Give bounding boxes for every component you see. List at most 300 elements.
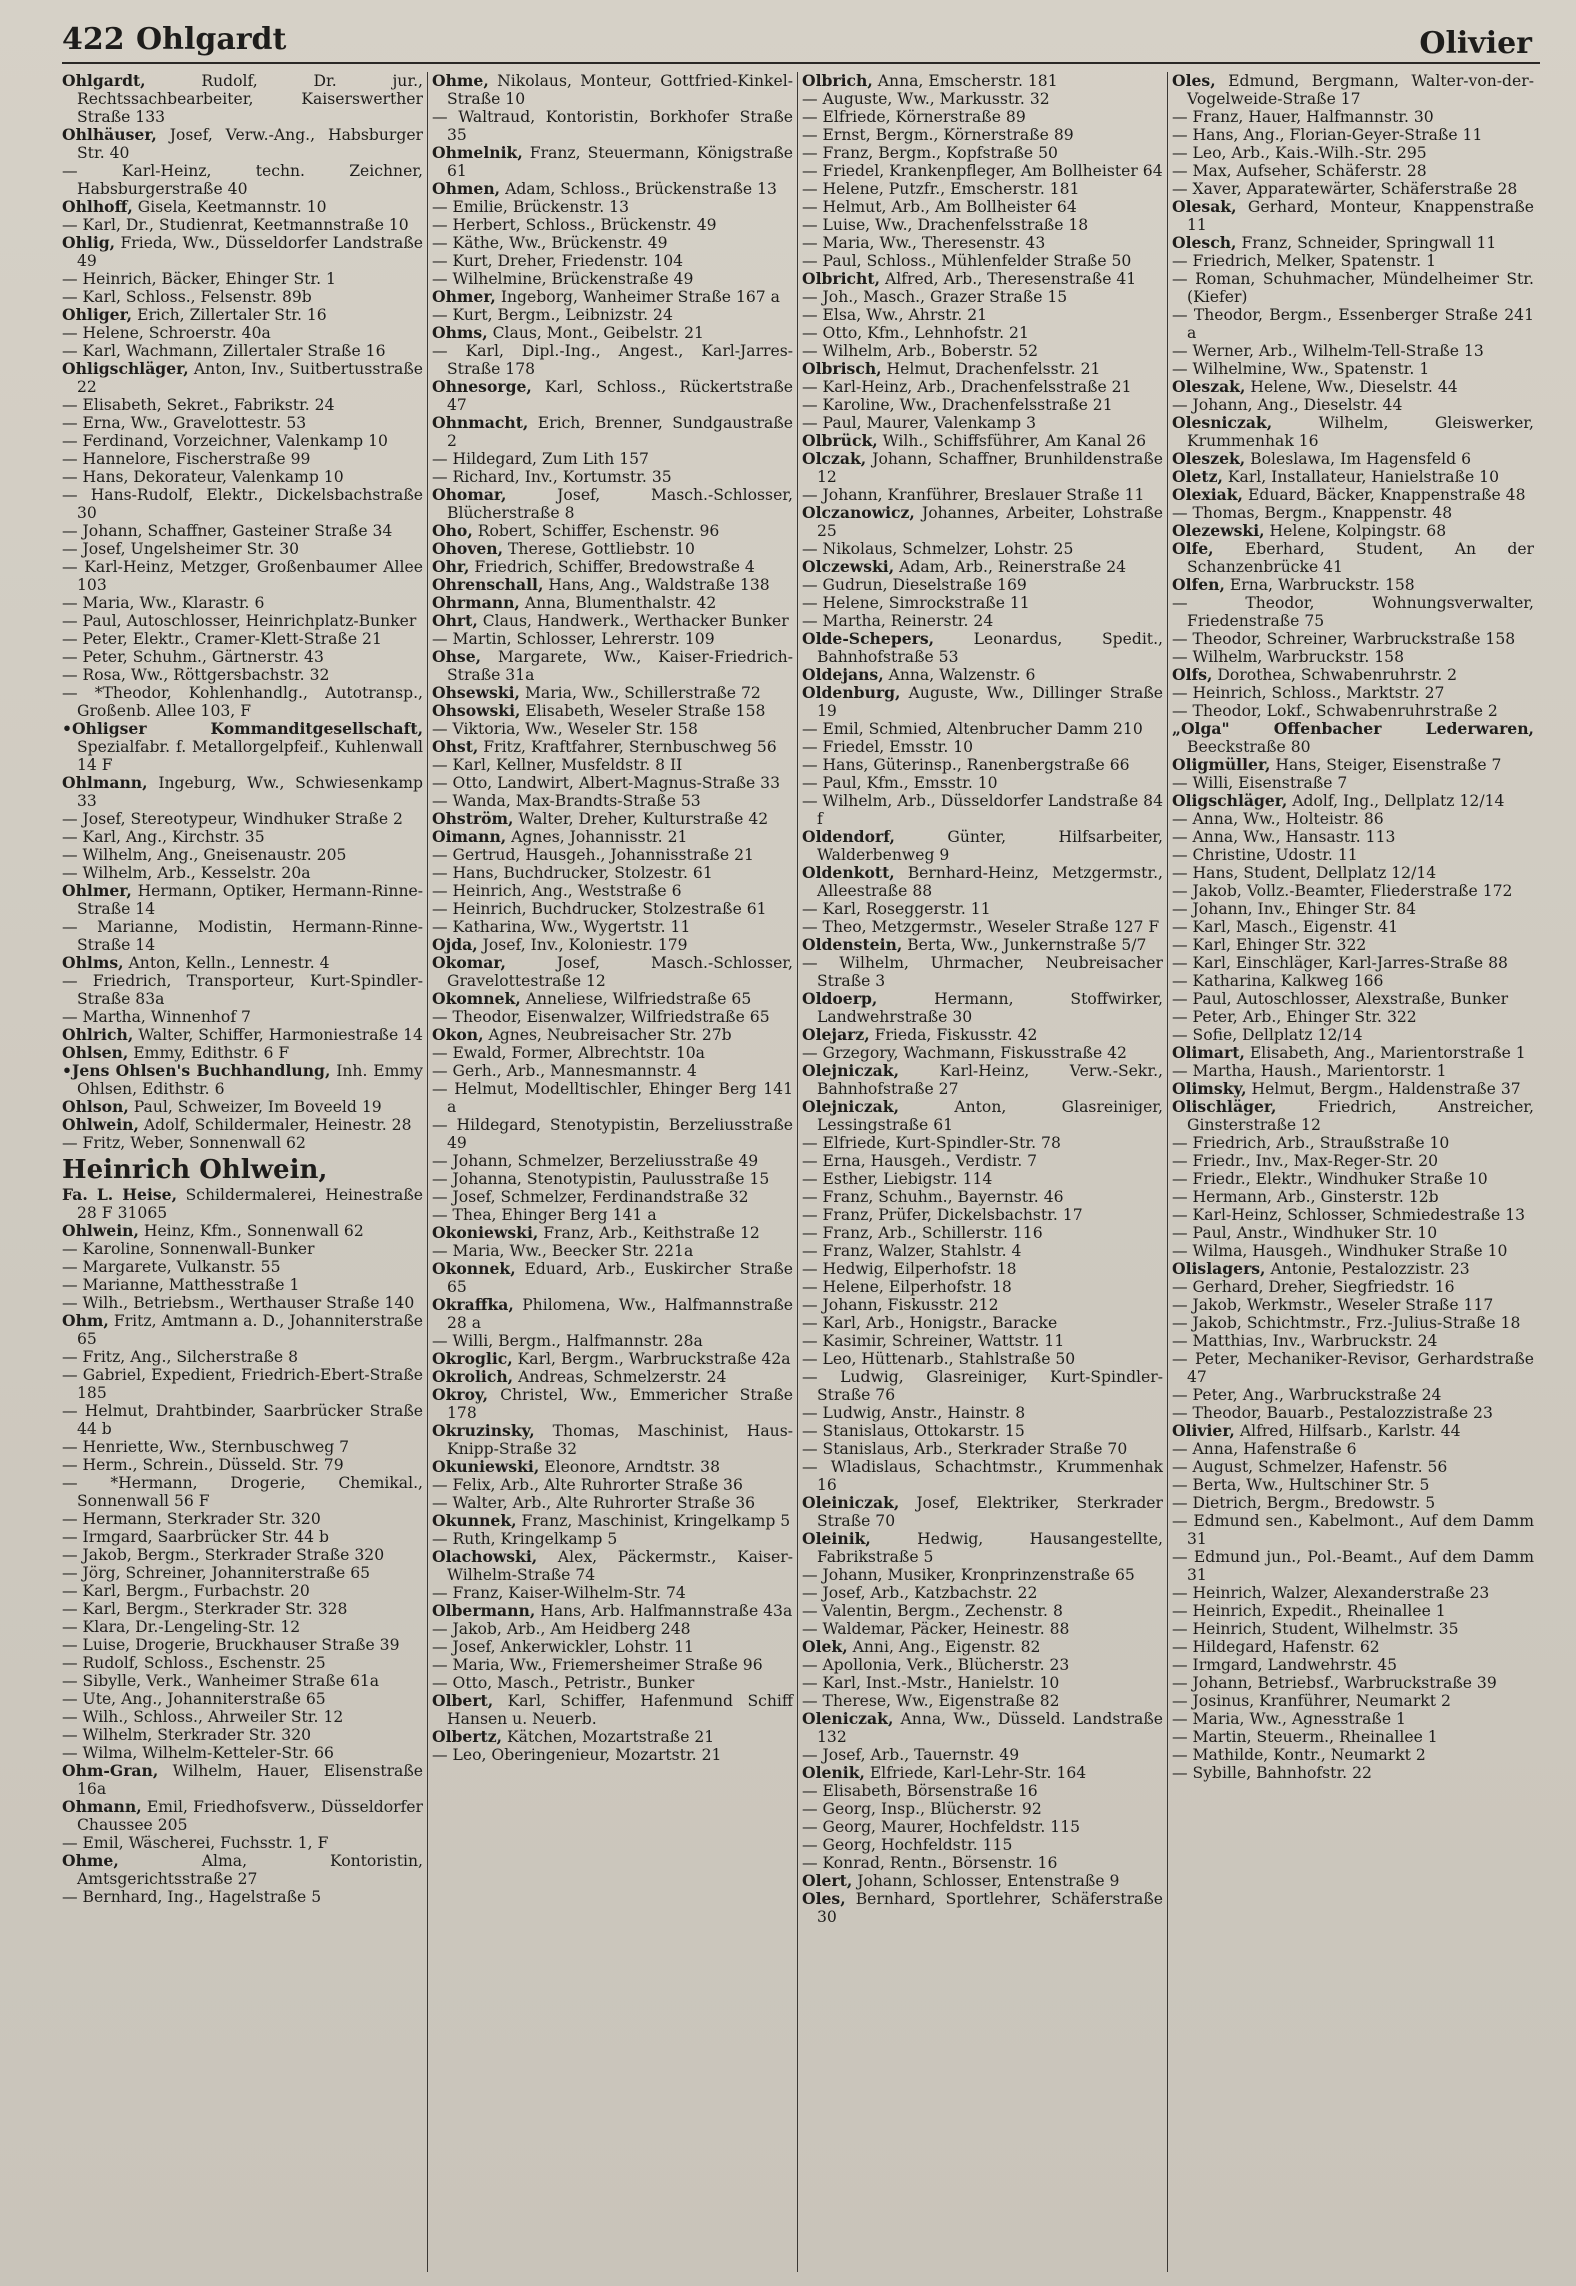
directory-entry: — Paul, Schloss., Mühlenfelder Straße 50 <box>802 252 1132 270</box>
directory-entry: Oimann, Agnes, Johannisstr. 21 <box>432 827 688 846</box>
directory-entry: — Heinrich, Ang., Weststraße 6 <box>432 882 682 900</box>
directory-entry: — Elfriede, Körnerstraße 89 <box>802 108 1026 126</box>
directory-entry: — Johann, Fiskusstr. 212 <box>802 1296 999 1314</box>
directory-entry: — Johann, Schmelzer, Berzeliusstraße 49 <box>432 1152 759 1170</box>
directory-entry: — Martha, Reinerstr. 24 <box>802 612 994 630</box>
directory-entry: Olivier, Alfred, Hilfsarb., Karlstr. 44 <box>1172 1421 1461 1440</box>
directory-entry: — Peter, Schuhm., Gärtnerstr. 43 <box>62 648 324 666</box>
column-1 <box>58 72 428 2272</box>
directory-entry: Olek, Anni, Ang., Eigenstr. 82 <box>802 1637 1041 1656</box>
directory-entry: — Karl, Inst.-Mstr., Hanielstr. 10 <box>802 1674 1060 1692</box>
directory-entry: — Martha, Haush., Marientorstr. 1 <box>1172 1062 1447 1080</box>
directory-entry: — Johann, Schaffner, Gasteiner Straße 34 <box>62 522 393 540</box>
directory-entry: — Friedel, Krankenpfleger, Am Bollheister 64 <box>802 162 1163 180</box>
directory-entry: — Johann, Inv., Ehinger Str. 84 <box>1172 900 1417 918</box>
directory-entry: — Theodor, Lokf., Schwabenruhrstraße 2 <box>1172 702 1498 720</box>
running-head-left: Ohlgardt <box>136 22 287 57</box>
directory-entry: — Jakob, Arb., Am Heidberg 248 <box>432 1620 691 1638</box>
directory-entry: — Wanda, Max-Brandts-Straße 53 <box>432 792 701 810</box>
directory-entry: Olimsky, Helmut, Bergm., Haldenstraße 37 <box>1172 1079 1521 1098</box>
directory-entry: — Irmgard, Landwehrstr. 45 <box>1172 1656 1398 1674</box>
directory-entry: — Franz, Bergm., Kopfstraße 50 <box>802 144 1058 162</box>
directory-entry: Okrolich, Andreas, Schmelzerstr. 24 <box>432 1367 727 1386</box>
directory-entry: — Karl, Ehinger Str. 322 <box>1172 936 1367 954</box>
directory-entry: Olbrisch, Helmut, Drachenfelsstr. 21 <box>802 359 1101 378</box>
directory-entry: — *Hermann, Drogerie, Chemikal., Sonnenwall 56 F <box>62 1474 423 1510</box>
directory-entry: Olezewski, Helene, Kolpingstr. 68 <box>1172 521 1447 540</box>
directory-entry: Olimart, Elisabeth, Ang., Marientorstraße 1 <box>1172 1043 1526 1062</box>
directory-entry: — Wilhelm, Uhrmacher, Neubreisacher Straße 3 <box>802 954 1163 990</box>
directory-entry: — Konrad, Rentn., Börsenstr. 16 <box>802 1854 1058 1872</box>
directory-entry: — Marianne, Matthesstraße 1 <box>62 1276 300 1294</box>
directory-entry: Olischläger, Friedrich, Anstreicher, Ginsterstraße 12 <box>1172 1097 1534 1134</box>
directory-entry: Ohlhoff, Gisela, Keetmannstr. 10 <box>62 197 327 216</box>
directory-entry: — Franz, Arb., Schillerstr. 116 <box>802 1224 1043 1242</box>
directory-entry: Okomnek, Anneliese, Wilfriedstraße 65 <box>432 989 752 1008</box>
directory-entry: — Fritz, Ang., Silcherstraße 8 <box>62 1348 299 1366</box>
directory-entry: Olfe, Eberhard, Student, An der Schanzenbrücke 41 <box>1172 539 1534 576</box>
directory-entry: — Ewald, Former, Albrechtstr. 10a <box>432 1044 705 1062</box>
directory-entry: — Karl, Bergm., Sterkrader Str. 328 <box>62 1600 348 1618</box>
directory-entry: Ohlgardt, Rudolf, Dr. jur., Rechtssachbearbeiter, Kaiserswerther Straße 133 <box>62 72 423 126</box>
directory-entry: Okomar, Josef, Masch.-Schlosser, Gravelottestraße 12 <box>432 953 793 990</box>
directory-entry: „Olga" Offenbacher Lederwaren, Beeckstraße 80 <box>1172 719 1534 756</box>
directory-entry: — Valentin, Bergm., Zechenstr. 8 <box>802 1602 1063 1620</box>
directory-entry: — Otto, Kfm., Lehnhofstr. 21 <box>802 324 1029 342</box>
directory-entry: — Roman, Schuhmacher, Mündelheimer Str. (Kiefer) <box>1172 270 1534 306</box>
directory-entry: — Luise, Drogerie, Bruckhauser Straße 39 <box>62 1636 400 1654</box>
page-number: 422 <box>62 22 125 57</box>
directory-entry: — Ernst, Bergm., Körnerstraße 89 <box>802 126 1074 144</box>
directory-entry: — Jakob, Schichtmstr., Frz.-Julius-Straße 18 <box>1172 1314 1521 1332</box>
directory-entry: Okraffka, Philomena, Ww., Halfmannstraße 28 a <box>432 1295 793 1332</box>
directory-entry: — Leo, Hüttenarb., Stahlstraße 50 <box>802 1350 1076 1368</box>
directory-entry: — Karl, Masch., Eigenstr. 41 <box>1172 918 1399 936</box>
column-4 <box>1168 72 1538 2272</box>
directory-entry: — Josinus, Kranführer, Neumarkt 2 <box>1172 1692 1451 1710</box>
directory-entry: — Wilhelm, Arb., Kesselstr. 20a <box>62 864 311 882</box>
directory-entry: — Karl-Heinz, techn. Zeichner, Habsburgerstraße 40 <box>62 162 423 198</box>
directory-entry: •Jens Ohlsen's Buchhandlung, Inh. Emmy Ohlsen, Edithstr. 6 <box>62 1061 423 1098</box>
directory-entry: •Ohligser Kommanditgesellschaft, Spezialfabr. f. Metallorgelpfeif., Kuhlenwall 14 F <box>62 719 423 774</box>
directory-entry: — Josef, Arb., Tauernstr. 49 <box>802 1746 1020 1764</box>
directory-entry: Ohlms, Anton, Kelln., Lennestr. 4 <box>62 953 330 972</box>
directory-entry: Oldejans, Anna, Walzenstr. 6 <box>802 665 1036 684</box>
directory-entry: Ohst, Fritz, Kraftfahrer, Sternbuschweg 56 <box>432 737 777 756</box>
directory-entry: Ohme, Nikolaus, Monteur, Gottfried-Kinkel-Straße 10 <box>432 72 793 108</box>
directory-entry: — Rudolf, Schloss., Eschenstr. 25 <box>62 1654 326 1672</box>
directory-entry: Olde-Schepers, Leonardus, Spedit., Bahnhofstraße 53 <box>802 629 1163 666</box>
directory-entry: Ohlwein, Adolf, Schildermaler, Heinestr. 28 <box>62 1115 412 1134</box>
directory-entry: — Martha, Winnenhof 7 <box>62 1008 251 1026</box>
directory-entry: — Paul, Autoschlosser, Alexstraße, Bunker <box>1172 990 1509 1008</box>
directory-entry: — Edmund jun., Pol.-Beamt., Auf dem Damm 31 <box>1172 1548 1534 1584</box>
directory-entry: Ohlmer, Hermann, Optiker, Hermann-Rinne-Straße 14 <box>62 881 423 918</box>
directory-entry: Oleszak, Helene, Ww., Dieselstr. 44 <box>1172 377 1458 396</box>
directory-entry: — Paul, Autoschlosser, Heinrichplatz-Bunker <box>62 612 417 630</box>
directory-entry: Okon, Agnes, Neubreisacher Str. 27b <box>432 1025 732 1044</box>
directory-entry: — Paul, Anstr., Windhuker Str. 10 <box>1172 1224 1438 1242</box>
directory-entry: Olfen, Erna, Warbruckstr. 158 <box>1172 575 1415 594</box>
directory-entry: Ohlson, Paul, Schweizer, Im Boveeld 19 <box>62 1097 382 1116</box>
directory-entry: Ohliger, Erich, Zillertaler Str. 16 <box>62 305 327 324</box>
directory-entry: — Sibylle, Verk., Wanheimer Straße 61a <box>62 1672 380 1690</box>
directory-entry: Ohlwein, Heinz, Kfm., Sonnenwall 62 <box>62 1221 364 1240</box>
directory-entry: — Jörg, Schreiner, Johanniterstraße 65 <box>62 1564 371 1582</box>
directory-entry: — Kurt, Dreher, Friedenstr. 104 <box>432 252 684 270</box>
directory-entry: — Johann, Betriebsf., Warbruckstraße 39 <box>1172 1674 1497 1692</box>
directory-entry: Olesch, Franz, Schneider, Springwall 11 <box>1172 233 1497 252</box>
directory-entry: — Hans, Ang., Florian-Geyer-Straße 11 <box>1172 126 1483 144</box>
directory-entry: — Martin, Steuerm., Rheinallee 1 <box>1172 1728 1438 1746</box>
directory-entry: — Karl-Heinz, Arb., Drachenfelsstraße 21 <box>802 378 1132 396</box>
directory-entry: Oho, Robert, Schiffer, Eschenstr. 96 <box>432 521 720 540</box>
directory-entry: — Karl, Dipl.-Ing., Angest., Karl-Jarres-Straße 178 <box>432 342 793 378</box>
directory-entry: — Theodor, Eisenwalzer, Wilfriedstraße 65 <box>432 1008 770 1026</box>
directory-entry: Fa. L. Heise, Schildermalerei, Heinestraße 28 F 31065 <box>62 1185 423 1222</box>
directory-entry: — Ruth, Kringelkamp 5 <box>432 1530 618 1548</box>
directory-entry: — Irmgard, Saarbrücker Str. 44 b <box>62 1528 329 1546</box>
directory-entry: — Wladislaus, Schachtmstr., Krummenhak 16 <box>802 1458 1163 1494</box>
directory-entry: — Matthias, Inv., Warbruckstr. 24 <box>1172 1332 1438 1350</box>
directory-entry: — Auguste, Ww., Markusstr. 32 <box>802 90 1050 108</box>
directory-entry: Olbrich, Anna, Emscherstr. 181 <box>802 72 1058 90</box>
directory-entry: — Leo, Arb., Kais.-Wilh.-Str. 295 <box>1172 144 1427 162</box>
directory-entry: — Friedrich, Melker, Spatenstr. 1 <box>1172 252 1437 270</box>
directory-entry: Ohms, Claus, Mont., Geibelstr. 21 <box>432 323 704 342</box>
directory-entry: Ohström, Walter, Dreher, Kulturstraße 42 <box>432 809 769 828</box>
directory-entry: — Wilhelm, Sterkrader Str. 320 <box>62 1726 312 1744</box>
directory-entry: — Karoline, Ww., Drachenfelsstraße 21 <box>802 396 1113 414</box>
directory-entry: — Helene, Putzfr., Emscherstr. 181 <box>802 180 1080 198</box>
directory-entry: — Therese, Ww., Eigenstraße 82 <box>802 1692 1060 1710</box>
directory-entry: — Emilie, Brückenstr. 13 <box>432 198 629 216</box>
directory-entry: — Paul, Maurer, Valenkamp 3 <box>802 414 1037 432</box>
directory-entry: — Karoline, Sonnenwall-Bunker <box>62 1240 315 1258</box>
directory-entry: Okonnek, Eduard, Arb., Euskircher Straße 65 <box>432 1259 793 1296</box>
directory-entry: — Waltraud, Kontoristin, Borkhofer Straße 35 <box>432 108 793 144</box>
directory-entry: — Felix, Arb., Alte Ruhrorter Straße 36 <box>432 1476 743 1494</box>
directory-entry: Oles, Edmund, Bergmann, Walter-von-der-Vogelweide-Straße 17 <box>1172 72 1534 108</box>
directory-entry: Olesniczak, Wilhelm, Gleiswerker, Krummenhak 16 <box>1172 413 1534 450</box>
directory-entry: Oldendorf, Günter, Hilfsarbeiter, Walderbenweg 9 <box>802 827 1163 864</box>
directory-entry: — Karl, Wachmann, Zillertaler Straße 16 <box>62 342 386 360</box>
directory-entry: — Hans, Student, Dellplatz 12/14 <box>1172 864 1437 882</box>
directory-entry: Olbermann, Hans, Arb. Halfmannstraße 43a <box>432 1601 793 1620</box>
directory-entry: Olbert, Karl, Schiffer, Hafenmund Schiff Hansen u. Neuerb. <box>432 1691 793 1728</box>
directory-entry: Ohlsen, Emmy, Edithstr. 6 F <box>62 1043 290 1062</box>
directory-entry: — Wilhelm, Warbruckstr. 158 <box>1172 648 1405 666</box>
directory-entry: — Grzegory, Wachmann, Fiskusstraße 42 <box>802 1044 1127 1062</box>
page-header <box>62 14 1540 64</box>
directory-entry: — Nikolaus, Schmelzer, Lohstr. 25 <box>802 540 1074 558</box>
directory-entry: — Kurt, Bergm., Leibnizstr. 24 <box>432 306 673 324</box>
directory-entry: — Willi, Bergm., Halfmannstr. 28a <box>432 1332 703 1350</box>
directory-entry: — Katharina, Kalkweg 166 <box>1172 972 1384 990</box>
directory-entry: — Helmut, Modelltischler, Ehinger Berg 141 a <box>432 1080 793 1116</box>
directory-entry: Olfs, Dorothea, Schwabenruhrstr. 2 <box>1172 665 1458 684</box>
directory-entry: — Johann, Kranführer, Breslauer Straße 11 <box>802 486 1145 504</box>
directory-entry: — Herbert, Schloss., Brückenstr. 49 <box>432 216 717 234</box>
directory-entry: — Katharina, Ww., Wygertstr. 11 <box>432 918 691 936</box>
directory-entry: — Helene, Simrockstraße 11 <box>802 594 1030 612</box>
directory-entry: Olczewski, Adam, Arb., Reinerstraße 24 <box>802 557 1127 576</box>
directory-entry: — Karl, Ang., Kirchstr. 35 <box>62 828 265 846</box>
directory-entry: — Berta, Ww., Hultschiner Str. 5 <box>1172 1476 1430 1494</box>
directory-entry: — Hildegard, Stenotypistin, Berzeliusstraße 49 <box>432 1116 793 1152</box>
directory-entry: — Peter, Mechaniker-Revisor, Gerhardstraße 47 <box>1172 1350 1534 1386</box>
directory-entry: Ohse, Margarete, Ww., Kaiser-Friedrich-Straße 31a <box>432 647 793 684</box>
directory-entry: Ohrmann, Anna, Blumenthalstr. 42 <box>432 593 717 612</box>
directory-entry: — Heinrich, Bäcker, Ehinger Str. 1 <box>62 270 336 288</box>
directory-entry: Olbertz, Kätchen, Mozartstraße 21 <box>432 1727 715 1746</box>
directory-entry: Ohmen, Adam, Schloss., Brückenstraße 13 <box>432 179 777 198</box>
directory-entry: Ohmelnik, Franz, Steuermann, Königstraße 61 <box>432 143 793 180</box>
directory-entry: Ohlmann, Ingeburg, Ww., Schwiesenkamp 33 <box>62 773 423 810</box>
directory-entry: — Johann, Ang., Dieselstr. 44 <box>1172 396 1403 414</box>
directory-entry: Ohsewski, Maria, Ww., Schillerstraße 72 <box>432 683 761 702</box>
directory-entry: — Leo, Oberingenieur, Mozartstr. 21 <box>432 1746 722 1764</box>
directory-entry: — Anna, Ww., Hansastr. 113 <box>1172 828 1396 846</box>
directory-entry: — Klara, Dr.-Lengeling-Str. 12 <box>62 1618 301 1636</box>
directory-entry: — Georg, Insp., Blücherstr. 92 <box>802 1800 1042 1818</box>
directory-entry: Oldenburg, Auguste, Ww., Dillinger Straße 19 <box>802 683 1163 720</box>
directory-entry: — Josef, Ankerwickler, Lohstr. 11 <box>432 1638 694 1656</box>
directory-entry: — Franz, Prüfer, Dickelsbachstr. 17 <box>802 1206 1083 1224</box>
directory-entry: — Theodor, Bauarb., Pestalozzistraße 23 <box>1172 1404 1493 1422</box>
directory-entry: — Jakob, Bergm., Sterkrader Straße 320 <box>62 1546 385 1564</box>
directory-entry: — Elisabeth, Börsenstraße 16 <box>802 1782 1038 1800</box>
directory-entry: — Peter, Ang., Warbruckstraße 24 <box>1172 1386 1442 1404</box>
directory-entry: — Karl, Kellner, Musfeldstr. 8 II <box>432 756 683 774</box>
directory-entry: — Sofie, Dellplatz 12/14 <box>1172 1026 1363 1044</box>
directory-entry: — Jakob, Vollz.-Beamter, Fliederstraße 172 <box>1172 882 1513 900</box>
directory-entry: — Wilh., Betriebsm., Werthauser Straße 140 <box>62 1294 415 1312</box>
directory-entry: Ohrenschall, Hans, Ang., Waldstraße 138 <box>432 575 770 594</box>
directory-entry: — Helmut, Arb., Am Bollheister 64 <box>802 198 1077 216</box>
directory-entry: — Erna, Ww., Gravelottestr. 53 <box>62 414 307 432</box>
directory-entry: — Wilh., Schloss., Ahrweiler Str. 12 <box>62 1708 344 1726</box>
directory-entry: Ojda, Josef, Inv., Koloniestr. 179 <box>432 935 688 954</box>
directory-entry: — Paul, Kfm., Emsstr. 10 <box>802 774 998 792</box>
directory-entry: — Heinrich, Walzer, Alexanderstraße 23 <box>1172 1584 1490 1602</box>
directory-entry: — Hans, Güterinsp., Ranenbergstraße 66 <box>802 756 1130 774</box>
directory-entry: — Max, Aufseher, Schäferstr. 28 <box>1172 162 1427 180</box>
directory-entry: Olachowski, Alex, Päckermstr., Kaiser-Wilhelm-Straße 74 <box>432 1547 793 1584</box>
directory-entry: — Henriette, Ww., Sternbuschweg 7 <box>62 1438 350 1456</box>
directory-entry: — Johann, Musiker, Kronprinzenstraße 65 <box>802 1566 1135 1584</box>
directory-entry: — Theodor, Schreiner, Warbruckstraße 158 <box>1172 630 1516 648</box>
directory-entry: — Karl, Roseggerstr. 11 <box>802 900 991 918</box>
directory-entry: Oldoerp, Hermann, Stoffwirker, Landwehrstraße 30 <box>802 989 1163 1026</box>
directory-entry: — Karl-Heinz, Schlosser, Schmiedestraße 13 <box>1172 1206 1526 1224</box>
directory-entry: — Karl, Dr., Studienrat, Keetmannstraße 10 <box>62 216 409 234</box>
directory-entry: — Wilhelm, Ang., Gneisenaustr. 205 <box>62 846 347 864</box>
directory-entry: — Josef, Ungelsheimer Str. 30 <box>62 540 300 558</box>
directory-entry: — Wilhelmine, Brückenstraße 49 <box>432 270 694 288</box>
directory-entry: — Elfriede, Kurt-Spindler-Str. 78 <box>802 1134 1061 1152</box>
directory-entry: — Mathilde, Kontr., Neumarkt 2 <box>1172 1746 1426 1764</box>
directory-entry: — Fritz, Weber, Sonnenwall 62 <box>62 1134 306 1152</box>
directory-entry: — Elisabeth, Sekret., Fabrikstr. 24 <box>62 396 335 414</box>
directory-entry: — Xaver, Apparatewärter, Schäferstraße 28 <box>1172 180 1518 198</box>
directory-entry: Oles, Bernhard, Sportlehrer, Schäferstraße 30 <box>802 1889 1163 1926</box>
directory-entry: Olbricht, Alfred, Arb., Theresenstraße 41 <box>802 269 1137 288</box>
directory-entry: — Stanislaus, Ottokarstr. 15 <box>802 1422 1025 1440</box>
directory-entry: — Maria, Ww., Beecker Str. 221a <box>432 1242 694 1260</box>
directory-entry: — Martin, Schlosser, Lehrerstr. 109 <box>432 630 715 648</box>
directory-entry: Oleiniczak, Josef, Elektriker, Sterkrader Straße 70 <box>802 1493 1163 1530</box>
directory-entry: Ohlig, Frieda, Ww., Düsseldorfer Landstraße 49 <box>62 233 423 270</box>
directory-entry: — Marianne, Modistin, Hermann-Rinne-Straße 14 <box>62 918 423 954</box>
directory-entry: — Peter, Elektr., Cramer-Klett-Straße 21 <box>62 630 382 648</box>
directory-entry: — Viktoria, Ww., Weseler Str. 158 <box>432 720 698 738</box>
directory-entry: — Luise, Ww., Drachenfelsstraße 18 <box>802 216 1089 234</box>
directory-entry: Olert, Johann, Schlosser, Entenstraße 9 <box>802 1871 1120 1890</box>
directory-entry: — Richard, Inv., Kortumstr. 35 <box>432 468 672 486</box>
directory-entry: — Käthe, Ww., Brückenstr. 49 <box>432 234 668 252</box>
directory-entry: — Emil, Schmied, Altenbrucher Damm 210 <box>802 720 1143 738</box>
directory-entry: — Peter, Arb., Ehinger Str. 322 <box>1172 1008 1417 1026</box>
directory-entry: — Karl, Schloss., Felsenstr. 89b <box>62 288 312 306</box>
directory-entry: — Hans, Buchdrucker, Stolzestr. 61 <box>432 864 713 882</box>
directory-entry: — Hildegard, Zum Lith 157 <box>432 450 649 468</box>
directory-entry: — Franz, Kaiser-Wilhelm-Str. 74 <box>432 1584 686 1602</box>
directory-entry: — Wilhelmine, Ww., Spatenstr. 1 <box>1172 360 1430 378</box>
directory-entry: — Edmund sen., Kabelmont., Auf dem Damm 31 <box>1172 1512 1534 1548</box>
directory-entry: Oligmüller, Hans, Steiger, Eisenstraße 7 <box>1172 755 1502 774</box>
directory-entry: Olejniczak, Anton, Glasreiniger, Lessingstraße 61 <box>802 1097 1163 1134</box>
directory-entry: Ohr, Friedrich, Schiffer, Bredowstraße 4 <box>432 557 755 576</box>
directory-entry: Olenik, Elfriede, Karl-Lehr-Str. 164 <box>802 1763 1087 1782</box>
directory-entry: Ohoven, Therese, Gottliebstr. 10 <box>432 539 695 558</box>
directory-entry: — Elsa, Ww., Ahrstr. 21 <box>802 306 988 324</box>
directory-entry: — Gudrun, Dieselstraße 169 <box>802 576 1027 594</box>
directory-entry: Ohmer, Ingeborg, Wanheimer Straße 167 a <box>432 287 780 306</box>
running-head-right: Olivier <box>1419 26 1532 61</box>
directory-entry: — Ludwig, Glasreiniger, Kurt-Spindler-Straße 76 <box>802 1368 1163 1404</box>
directory-entry: — Willi, Eisenstraße 7 <box>1172 774 1348 792</box>
directory-entry: Olczak, Johann, Schaffner, Brunhildenstraße 12 <box>802 449 1163 486</box>
directory-entry: Oldenstein, Berta, Ww., Junkernstraße 5/7 <box>802 935 1147 954</box>
directory-entry: — Sybille, Bahnhofstr. 22 <box>1172 1764 1372 1782</box>
directory-entry: Ohomar, Josef, Masch.-Schlosser, Blücherstraße 8 <box>432 485 793 522</box>
directory-entry: — Georg, Hochfeldstr. 115 <box>802 1836 1013 1854</box>
directory-entry: — Margarete, Vulkanstr. 55 <box>62 1258 281 1276</box>
directory-entry: — Friedr., Elektr., Windhuker Straße 10 <box>1172 1170 1488 1188</box>
directory-entry: — Ute, Ang., Johanniterstraße 65 <box>62 1690 326 1708</box>
directory-entry: Oleniczak, Anna, Ww., Düsseld. Landstraße 132 <box>802 1709 1163 1746</box>
directory-entry: — Wilhelm, Arb., Düsseldorfer Landstraße 84 f <box>802 792 1163 828</box>
directory-entry: Ohlhäuser, Josef, Verw.-Ang., Habsburger Str. 40 <box>62 125 423 162</box>
directory-entry: — Friedr., Inv., Max-Reger-Str. 20 <box>1172 1152 1439 1170</box>
directory-entry: Ohm, Fritz, Amtmann a. D., Johanniterstraße 65 <box>62 1311 423 1348</box>
directory-entry: Olexiak, Eduard, Bäcker, Knappenstraße 48 <box>1172 485 1526 504</box>
directory-entry: Olczanowicz, Johannes, Arbeiter, Lohstraße 25 <box>802 503 1163 540</box>
directory-entry: Okuniewski, Eleonore, Arndtstr. 38 <box>432 1457 721 1476</box>
directory-entry: Okruzinsky, Thomas, Maschinist, Haus-Knipp-Straße 32 <box>432 1421 793 1458</box>
directory-entry: Okunnek, Franz, Maschinist, Kringelkamp 5 <box>432 1511 791 1530</box>
directory-entry: — Emil, Wäscherei, Fuchsstr. 1, F <box>62 1834 329 1852</box>
directory-entry: Okoniewski, Franz, Arb., Keithstraße 12 <box>432 1223 760 1242</box>
directory-entry: — Franz, Schuhm., Bayernstr. 46 <box>802 1188 1064 1206</box>
directory-entry: — Gertrud, Hausgeh., Johannisstraße 21 <box>432 846 754 864</box>
directory-entry: — Josef, Stereotypeur, Windhuker Straße 2 <box>62 810 403 828</box>
directory-entry: Oligschläger, Adolf, Ing., Dellplatz 12/14 <box>1172 791 1505 810</box>
directory-entry: — Hans, Dekorateur, Valenkamp 10 <box>62 468 344 486</box>
directory-entry: Ohsowski, Elisabeth, Weseler Straße 158 <box>432 701 766 720</box>
directory-entry: Oldenkott, Bernhard-Heinz, Metzgermstr., Alleestraße 88 <box>802 863 1163 900</box>
directory-entry: — Hildegard, Hafenstr. 62 <box>1172 1638 1380 1656</box>
directory-entry: — Esther, Liebigstr. 114 <box>802 1170 993 1188</box>
directory-entry: — Apollonia, Verk., Blücherstr. 23 <box>802 1656 1070 1674</box>
directory-entry: — Franz, Walzer, Stahlstr. 4 <box>802 1242 1022 1260</box>
directory-entry: — August, Schmelzer, Hafenstr. 56 <box>1172 1458 1448 1476</box>
directory-entry: — Herm., Schrein., Düsseld. Str. 79 <box>62 1456 344 1474</box>
directory-entry: Oleinik, Hedwig, Hausangestellte, Fabrikstraße 5 <box>802 1529 1163 1566</box>
directory-entry: — Karl, Einschläger, Karl-Jarres-Straße 88 <box>1172 954 1508 972</box>
directory-entry: — Walter, Arb., Alte Ruhrorter Straße 36 <box>432 1494 756 1512</box>
directory-entry: — Ludwig, Anstr., Hainstr. 8 <box>802 1404 1026 1422</box>
directory-entry: Olejniczak, Karl-Heinz, Verw.-Sekr., Bahnhofstraße 27 <box>802 1061 1163 1098</box>
directory-entry: — Christine, Udostr. 11 <box>1172 846 1358 864</box>
directory-entry: — Bernhard, Ing., Hagelstraße 5 <box>62 1888 322 1906</box>
directory-entry: Okroglic, Karl, Bergm., Warbruckstraße 42a <box>432 1349 791 1368</box>
directory-entry: — Hedwig, Eilperhofstr. 18 <box>802 1260 1017 1278</box>
columns <box>58 72 1540 2272</box>
directory-entry: Ohmann, Emil, Friedhofsverw., Düsseldorfer Chaussee 205 <box>62 1797 423 1834</box>
directory-entry: Ohnesorge, Karl, Schloss., Rückertstraße 47 <box>432 377 793 414</box>
directory-entry: — Friedrich, Transporteur, Kurt-Spindler-Straße 83a <box>62 972 423 1008</box>
directory-entry: — Dietrich, Bergm., Bredowstr. 5 <box>1172 1494 1436 1512</box>
directory-entry: — Karl, Bergm., Furbachstr. 20 <box>62 1582 310 1600</box>
directory-entry: — Heinrich, Expedit., Rheinallee 1 <box>1172 1602 1446 1620</box>
column-2 <box>428 72 798 2272</box>
directory-entry: — Gerhard, Dreher, Siegfriedstr. 16 <box>1172 1278 1455 1296</box>
directory-entry: Olesak, Gerhard, Monteur, Knappenstraße 11 <box>1172 197 1534 234</box>
directory-entry: Ohligschläger, Anton, Inv., Suitbertusstraße 22 <box>62 359 423 396</box>
directory-entry: — Hermann, Arb., Ginsterstr. 12b <box>1172 1188 1439 1206</box>
directory-entry: — Anna, Ww., Holteistr. 86 <box>1172 810 1384 828</box>
directory-entry: Heinrich Ohlwein, <box>62 1155 328 1185</box>
directory-entry: Oletz, Karl, Installateur, Hanielstraße 10 <box>1172 467 1500 486</box>
directory-entry: — Helene, Eilperhofstr. 18 <box>802 1278 1012 1296</box>
directory-entry: — Otto, Masch., Petristr., Bunker <box>432 1674 695 1692</box>
directory-entry: — Gerh., Arb., Mannesmannstr. 4 <box>432 1062 697 1080</box>
directory-entry: — Johanna, Stenotypistin, Paulusstraße 15 <box>432 1170 770 1188</box>
directory-entry: — Friedrich, Arb., Straußstraße 10 <box>1172 1134 1450 1152</box>
directory-entry: Olbrück, Wilh., Schiffsführer, Am Kanal 26 <box>802 431 1147 450</box>
directory-entry: — Heinrich, Schloss., Marktstr. 27 <box>1172 684 1445 702</box>
directory-entry: — Maria, Ww., Klarastr. 6 <box>62 594 265 612</box>
directory-entry: — *Theodor, Kohlenhandlg., Autotransp., Großenb. Allee 103, F <box>62 684 423 720</box>
directory-entry: — Rosa, Ww., Röttgersbachstr. 32 <box>62 666 330 684</box>
directory-entry: — Joh., Masch., Grazer Straße 15 <box>802 288 1068 306</box>
directory-entry: — Karl, Arb., Honigstr., Baracke <box>802 1314 1058 1332</box>
directory-entry: — Maria, Ww., Theresenstr. 43 <box>802 234 1046 252</box>
directory-entry: Ohme, Alma, Kontoristin, Amtsgerichtsstraße 27 <box>62 1851 423 1888</box>
directory-entry: — Otto, Landwirt, Albert-Magnus-Straße 33 <box>432 774 781 792</box>
directory-entry: Oleszek, Boleslawa, Im Hagensfeld 6 <box>1172 449 1471 468</box>
directory-entry: — Karl-Heinz, Metzger, Großenbaumer Allee 103 <box>62 558 423 594</box>
directory-entry: — Friedel, Emsstr. 10 <box>802 738 974 756</box>
directory-entry: — Thomas, Bergm., Knappenstr. 48 <box>1172 504 1453 522</box>
directory-entry: Ohrt, Claus, Handwerk., Werthacker Bunker <box>432 611 789 630</box>
directory-entry: — Wilhelm, Arb., Boberstr. 52 <box>802 342 1039 360</box>
directory-entry: — Josef, Arb., Katzbachstr. 22 <box>802 1584 1038 1602</box>
directory-entry: — Maria, Ww., Friemersheimer Straße 96 <box>432 1656 763 1674</box>
directory-entry: — Theodor, Bergm., Essenberger Straße 241 a <box>1172 306 1534 342</box>
